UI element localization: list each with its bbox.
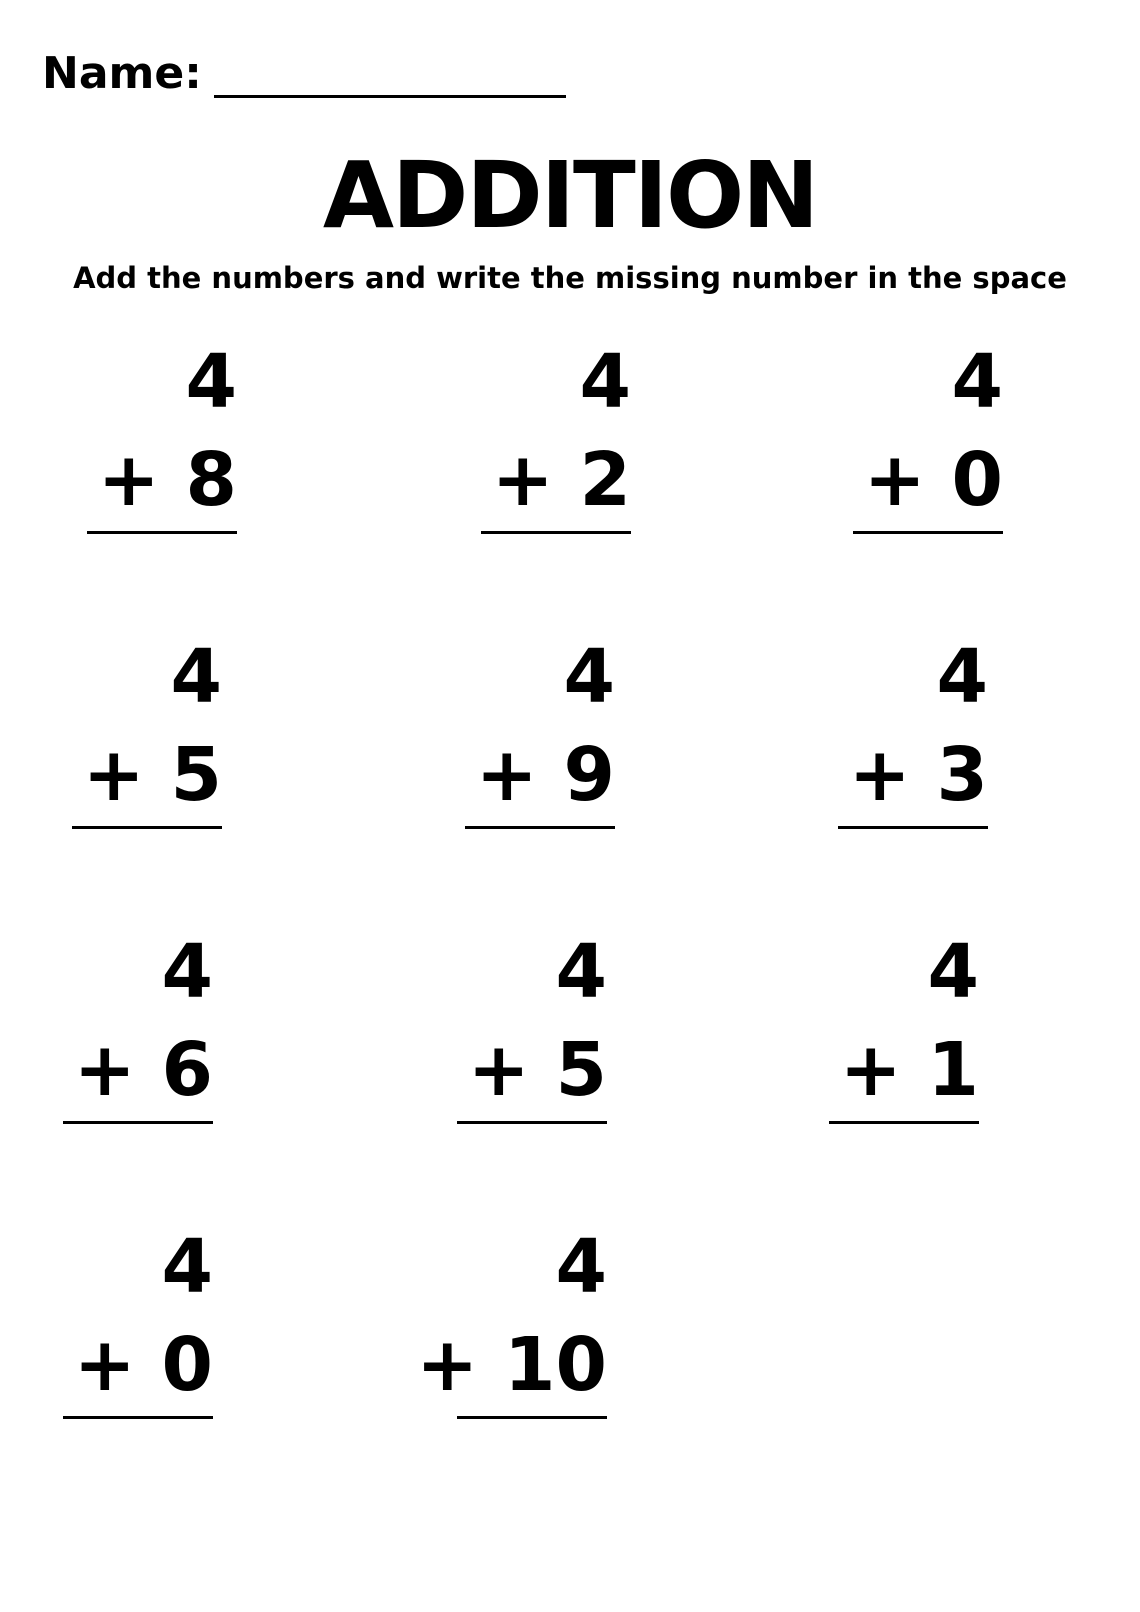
problem-2: [481, 339, 631, 545]
name-input-line[interactable]: [214, 95, 566, 98]
problem-addend: + 0: [73, 1322, 213, 1408]
answer-line[interactable]: [63, 1416, 213, 1419]
problem-top-number: 4: [936, 634, 988, 720]
answer-line[interactable]: [829, 1121, 979, 1124]
problem-top-number: 4: [555, 1224, 607, 1310]
problem-6: [838, 634, 988, 840]
problem-addend: + 0: [863, 437, 1003, 523]
name-row: [42, 48, 566, 99]
problem-top-number: 4: [170, 634, 222, 720]
answer-line[interactable]: [63, 1121, 213, 1124]
page-title: ADDITION: [322, 142, 818, 249]
answer-line[interactable]: [72, 826, 222, 829]
problem-8: [457, 929, 607, 1135]
answer-line[interactable]: [838, 826, 988, 829]
problem-top-number: 4: [563, 634, 615, 720]
problem-5: [465, 634, 615, 840]
problem-3: [853, 339, 1003, 545]
answer-line[interactable]: [457, 1121, 607, 1124]
answer-line[interactable]: [457, 1416, 607, 1419]
problem-addend: + 1: [839, 1027, 979, 1113]
problem-top-number: 4: [185, 339, 237, 425]
problem-top-number: 4: [555, 929, 607, 1015]
problem-addend: + 5: [467, 1027, 607, 1113]
problem-top-number: 4: [161, 1224, 213, 1310]
problem-addend: + 9: [475, 732, 615, 818]
problem-addend: + 10: [416, 1322, 607, 1408]
problem-7: [63, 929, 213, 1135]
problem-addend: + 5: [82, 732, 222, 818]
answer-line[interactable]: [481, 531, 631, 534]
problem-top-number: 4: [927, 929, 979, 1015]
answer-line[interactable]: [853, 531, 1003, 534]
problem-addend: + 2: [491, 437, 631, 523]
instructions: Add the numbers and write the missing number in the space: [73, 261, 1067, 295]
problem-addend: + 6: [73, 1027, 213, 1113]
problem-top-number: 4: [951, 339, 1003, 425]
problem-4: [72, 634, 222, 840]
problem-9: [829, 929, 979, 1135]
problem-11: [416, 1224, 607, 1430]
problem-addend: + 8: [97, 437, 237, 523]
problem-10: [63, 1224, 213, 1430]
problem-top-number: 4: [579, 339, 631, 425]
name-label: Name:: [42, 48, 202, 99]
problem-top-number: 4: [161, 929, 213, 1015]
answer-line[interactable]: [87, 531, 237, 534]
answer-line[interactable]: [465, 826, 615, 829]
problem-1: [87, 339, 237, 545]
problem-addend: + 3: [848, 732, 988, 818]
